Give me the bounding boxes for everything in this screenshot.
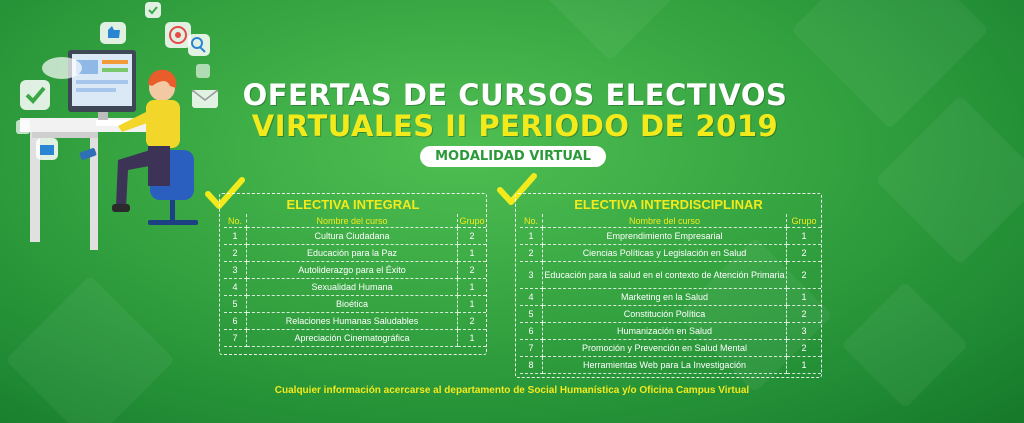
group-count: 1	[458, 330, 487, 347]
electiva-integral-panel	[219, 193, 487, 355]
group-count: 1	[458, 279, 487, 296]
course-name: Bioética	[247, 296, 458, 313]
group-count: 3	[787, 323, 821, 340]
electiva-integral-title: ELECTIVA INTEGRAL	[286, 197, 420, 212]
table-row	[224, 245, 486, 262]
row-number: 6	[224, 313, 247, 330]
course-name: Marketing en la Salud	[542, 289, 786, 306]
person-at-desk-illustration	[0, 0, 240, 260]
electiva-interdisciplinar-table	[520, 214, 821, 374]
row-number: 5	[520, 306, 542, 323]
row-number: 7	[224, 330, 247, 347]
group-count: 1	[787, 289, 821, 306]
table-row	[520, 289, 821, 306]
table-header-row	[520, 214, 821, 228]
row-number: 1	[224, 228, 247, 245]
row-number: 3	[224, 262, 247, 279]
course-name: Emprendimiento Empresarial	[542, 228, 786, 245]
table-row	[520, 357, 821, 374]
column-header-group: Grupo	[787, 214, 821, 228]
group-count: 1	[458, 245, 487, 262]
group-count: 2	[787, 262, 821, 289]
course-name: Educación para la salud en el contexto de Atención Primaria	[542, 262, 786, 289]
table-row	[224, 262, 486, 279]
electiva-interdisciplinar-title: ELECTIVA INTERDISCIPLINAR	[574, 197, 763, 212]
group-count: 2	[787, 340, 821, 357]
electiva-interdisciplinar-panel	[515, 193, 822, 378]
course-name: Educación para la Paz	[247, 245, 458, 262]
column-header-name: Nombre del curso	[247, 214, 458, 228]
table-row	[224, 313, 486, 330]
row-number: 7	[520, 340, 542, 357]
heart-icon	[16, 120, 30, 134]
course-name: Cultura Ciudadana	[247, 228, 458, 245]
table-row	[520, 262, 821, 289]
course-name: Constitución Política	[542, 306, 786, 323]
heart-icon	[196, 64, 210, 78]
row-number: 6	[520, 323, 542, 340]
group-count: 2	[458, 262, 487, 279]
row-number: 3	[520, 262, 542, 289]
group-count: 1	[458, 296, 487, 313]
row-number: 8	[520, 357, 542, 374]
table-row	[520, 323, 821, 340]
table-row	[224, 330, 486, 347]
table-row	[224, 279, 486, 296]
electiva-integral-table	[224, 214, 486, 347]
row-number: 4	[224, 279, 247, 296]
course-name: Apreciación Cinematográfica	[247, 330, 458, 347]
group-count: 2	[458, 313, 487, 330]
background-tile	[5, 275, 175, 423]
checkmark-icon	[145, 2, 161, 18]
row-number: 1	[520, 228, 542, 245]
course-name: Humanización en Salud	[542, 323, 786, 340]
table-row	[520, 245, 821, 262]
row-number: 2	[224, 245, 247, 262]
search-icon	[188, 34, 210, 56]
group-count: 2	[787, 245, 821, 262]
table-row	[520, 340, 821, 357]
table-row	[520, 306, 821, 323]
group-count: 1	[787, 228, 821, 245]
column-header-group: Grupo	[459, 215, 485, 226]
course-name: Sexualidad Humana	[247, 279, 458, 296]
table-row	[224, 228, 486, 245]
course-name: Herramientas Web para La Investigación	[542, 357, 786, 374]
column-header-no: No.	[520, 214, 542, 228]
column-header-no: No.	[224, 214, 247, 228]
table-row	[520, 228, 821, 245]
course-name: Promoción y Prevención en Salud Mental	[542, 340, 786, 357]
background-tile	[539, 0, 680, 61]
row-number: 2	[520, 245, 542, 262]
table-header-row	[224, 214, 486, 228]
group-count: 2	[787, 306, 821, 323]
table-row	[224, 296, 486, 313]
row-number: 5	[224, 296, 247, 313]
modality-badge: MODALIDAD VIRTUAL	[420, 146, 606, 167]
cloud-icon	[42, 57, 82, 79]
row-number: 4	[520, 289, 542, 306]
footer-note: Cualquier información acercarse al departamento de Social Humanística y/o Oficina Campus Virtual	[274, 385, 750, 396]
group-count: 2	[458, 228, 487, 245]
group-count: 1	[787, 357, 821, 374]
title-line-2: VIRTUALES II PERIODO DE 2019	[251, 109, 779, 143]
title-line-1: OFERTAS DE CURSOS ELECTIVOS	[242, 78, 788, 112]
course-name: Ciencias Políticas y Legislación en Salud	[542, 245, 786, 262]
column-header-name: Nombre del curso	[542, 214, 786, 228]
course-name: Autoliderazgo para el Éxito	[247, 262, 458, 279]
course-name: Relaciones Humanas Saludables	[247, 313, 458, 330]
checkmark-icon	[20, 80, 50, 110]
